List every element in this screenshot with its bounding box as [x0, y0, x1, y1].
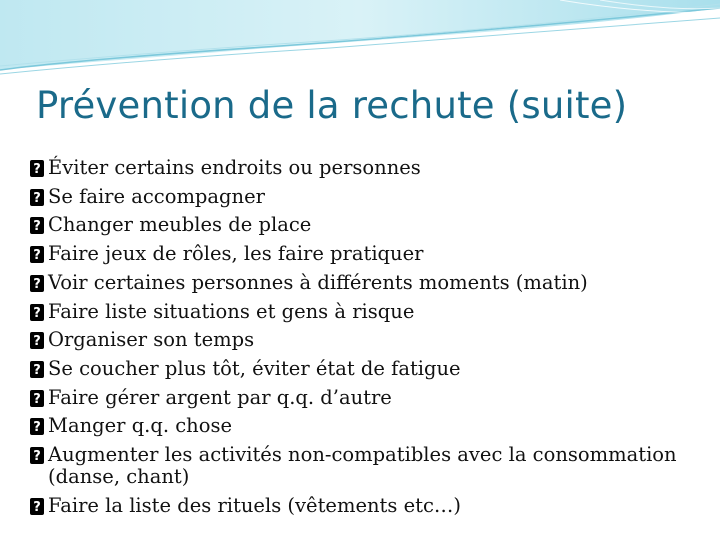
- bullet-text: Éviter certains endroits ou personnes: [48, 156, 421, 179]
- bullet-text: Augmenter les activités non-compatibles avec la consommation (danse, chant): [48, 443, 677, 489]
- missing-glyph-icon: [30, 246, 44, 263]
- bullet-text: Se faire accompagner: [48, 184, 265, 208]
- missing-glyph-icon: [30, 189, 44, 206]
- missing-glyph-icon: [30, 304, 44, 321]
- slide-title: Prévention de la rechute (suite): [36, 84, 628, 127]
- bullet-text: Se coucher plus tôt, éviter état de fatigue: [48, 356, 461, 380]
- missing-glyph-icon: [30, 498, 44, 515]
- missing-glyph-icon: [30, 160, 44, 177]
- bullet-text: Faire jeux de rôles, les faire pratiquer: [48, 242, 424, 266]
- missing-glyph-icon: [30, 390, 44, 407]
- bullet-text: Manger q.q. chose: [48, 414, 233, 438]
- bullet-text: Faire liste situations et gens à risque: [48, 299, 415, 323]
- bullet-item: [30, 211, 710, 240]
- missing-glyph-icon: [30, 217, 44, 234]
- bullet-item: [30, 269, 710, 298]
- bullet-item: [30, 384, 710, 413]
- bullet-text: Changer meubles de place: [48, 213, 312, 237]
- bullet-item: [30, 326, 710, 355]
- missing-glyph-icon: [30, 361, 44, 378]
- bullet-item: [30, 240, 710, 269]
- bullet-item: [30, 441, 710, 488]
- bullet-text: Voir certaines personnes à différents moments (matin): [48, 270, 588, 294]
- bullet-item: [30, 355, 710, 384]
- bullet-text: Organiser son temps: [48, 328, 255, 352]
- missing-glyph-icon: [30, 447, 44, 464]
- header-wave-band: [0, 0, 720, 80]
- missing-glyph-icon: [30, 418, 44, 435]
- bullet-item: [30, 183, 710, 212]
- bullet-item: [30, 298, 710, 327]
- missing-glyph-icon: [30, 332, 44, 349]
- bullet-text: Faire gérer argent par q.q. d’autre: [48, 385, 392, 409]
- bullet-list: [30, 154, 710, 521]
- bullet-text: Faire la liste des rituels (vêtements etc…): [48, 494, 461, 518]
- bullet-item: [30, 492, 710, 521]
- missing-glyph-icon: [30, 275, 44, 292]
- bullet-item: [30, 412, 710, 441]
- bullet-item: [30, 154, 710, 183]
